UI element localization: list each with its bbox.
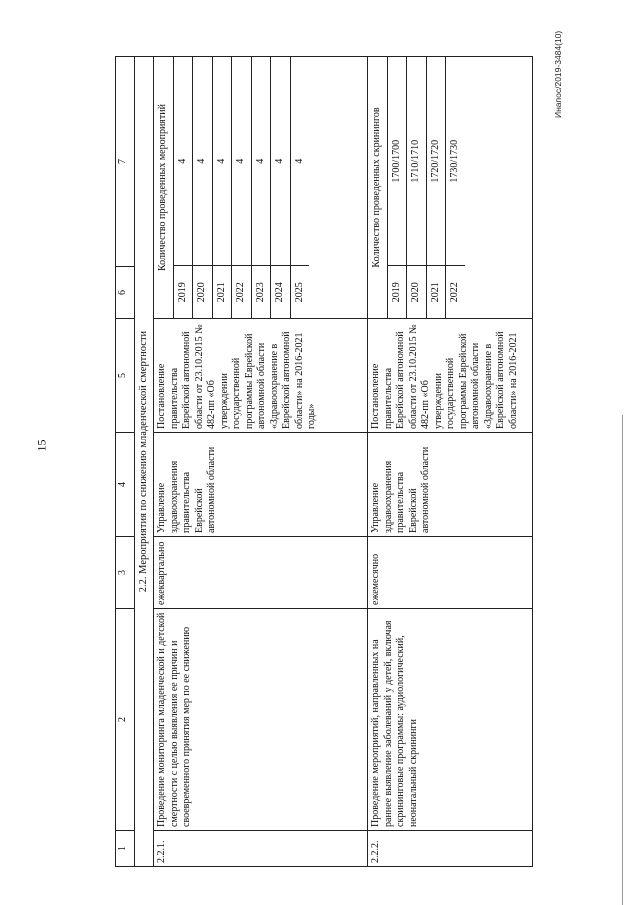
year-value-row	[212, 57, 232, 318]
year: 2019	[173, 266, 193, 318]
page-number: 15	[34, 439, 49, 452]
executor: Управление здравоохранения правительства Еврейской автономной области	[368, 433, 533, 537]
col-num-5: 5	[116, 319, 135, 433]
legal-basis: Постановление правительства Еврейской автономной области от 23.10.2015 № 482-пп «Об утверждении государственной программы Еврейской автономной области «Здравоохранение в Еврейской автономной области» на 2016-2021 годы»	[154, 319, 368, 433]
value: 4	[290, 57, 309, 266]
column-number-row	[116, 57, 135, 867]
value: 1730/1730	[446, 57, 465, 266]
col-num-1: 1	[116, 831, 135, 867]
col-num-3: 3	[116, 537, 135, 609]
value: 4	[193, 57, 213, 266]
year: 2023	[251, 266, 271, 318]
year: 2025	[290, 266, 309, 318]
year-value-row	[407, 57, 427, 318]
year: 2022	[232, 266, 252, 318]
year-value-row	[193, 57, 213, 318]
year-value-row	[251, 57, 271, 318]
executor: Управление здравоохранения правительства Еврейской автономной области	[154, 433, 368, 537]
section-row	[135, 57, 154, 867]
legal-basis: Постановление правительства Еврейской автономной области от 23.10.2015 № 482-пп «Об утверждении государственной программы Еврейской автономной области «Здравоохранение в Еврейской автономной области» на 2016-2021	[368, 319, 533, 433]
value: 4	[173, 57, 193, 266]
indicator-cell	[368, 57, 533, 319]
value: 1700/1700	[387, 57, 407, 266]
row-number: 2.2.2.	[368, 831, 533, 867]
col-num-7: 7	[116, 57, 135, 267]
year: 2022	[446, 266, 465, 318]
value: 1710/1710	[407, 57, 427, 266]
year-value-row	[173, 57, 193, 318]
landscape-table-container	[115, 57, 535, 867]
activity-text: Проведение мониторинга младенческой и детской смертности с целью выявления ее причин и своевременного принятия мер по ее снижению	[154, 609, 368, 831]
value: 4	[212, 57, 232, 266]
table-row	[154, 57, 368, 867]
col-num-2: 2	[116, 609, 135, 831]
indicator-values	[368, 57, 465, 318]
year-value-row	[426, 57, 446, 318]
table-row	[368, 57, 533, 867]
value: 4	[232, 57, 252, 266]
year-value-row	[232, 57, 252, 318]
row-number: 2.2.1.	[154, 831, 368, 867]
periodicity: ежемесячно	[368, 537, 533, 609]
value: 4	[271, 57, 291, 266]
year-value-row	[446, 57, 465, 318]
indicator-cell	[154, 57, 368, 319]
document-code: Инaпоc/2019-3484(10)	[553, 30, 563, 118]
activity-text: Проведение мероприятий, направленных на раннее выявление заболеваний у детей, включая скрининговые программы: аудиологический, неонатальный скрининги	[368, 609, 533, 831]
year: 2020	[193, 266, 213, 318]
year: 2021	[426, 266, 446, 318]
year-value-row	[290, 57, 309, 318]
section-title: 2.2. Мероприятия по снижению младенческой смертности	[135, 57, 154, 867]
year: 2019	[387, 266, 407, 318]
year: 2021	[212, 266, 232, 318]
periodicity: ежеквартально	[154, 537, 368, 609]
indicator-label: Количество проведенных мероприятий	[157, 104, 168, 271]
margin-line	[622, 415, 623, 905]
value: 1720/1720	[426, 57, 446, 266]
measures-table	[115, 56, 533, 867]
col-num-6: 6	[116, 267, 135, 319]
indicator-values	[154, 57, 309, 318]
year: 2024	[271, 266, 291, 318]
year-value-row	[271, 57, 291, 318]
year: 2020	[407, 266, 427, 318]
col-num-4: 4	[116, 433, 135, 537]
indicator-label: Количество проведенных скринингов	[371, 107, 382, 268]
value: 4	[251, 57, 271, 266]
year-value-row	[387, 57, 407, 318]
